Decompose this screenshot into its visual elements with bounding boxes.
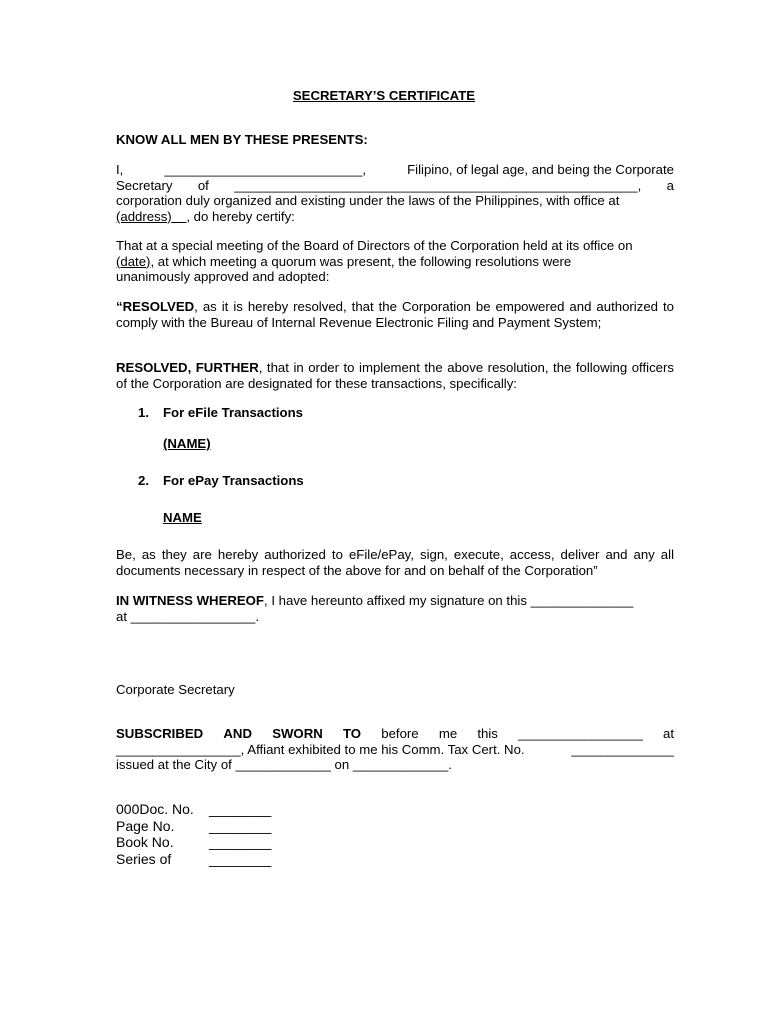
intro-paragraph bbox=[116, 162, 674, 224]
meeting-paragraph bbox=[116, 238, 674, 285]
intro-line-3 bbox=[116, 193, 674, 209]
secretary-name-blank: ___________________________, bbox=[164, 162, 367, 177]
witness-text: , I have hereunto affixed my signature on this ______________ bbox=[264, 593, 634, 608]
further-resolution-text: , that in order to implement the above resolution, the following officers of the Corporation are designated for these transactions, specifically: bbox=[116, 360, 674, 391]
intro-line-2 bbox=[116, 178, 674, 194]
notary-blank: ________ bbox=[209, 817, 272, 834]
notary-label: Page No. bbox=[116, 817, 175, 834]
document-title: SECRETARY’S CERTIFICATE bbox=[292, 88, 476, 103]
resolved-further-label: RESOLVED, FURTHER bbox=[116, 360, 259, 375]
witness-line-2: at _________________. bbox=[116, 608, 260, 624]
date-placeholder: (date) bbox=[116, 253, 151, 269]
subscribed-word: SWORN bbox=[272, 726, 323, 741]
meeting-text: , at which meeting a quorum was present, the following resolutions were bbox=[150, 253, 572, 269]
intro-text: I, bbox=[116, 162, 124, 177]
intro-text: corporation duly organized and existing under the laws of the Philippines, with office at bbox=[116, 193, 620, 209]
intro-text: a bbox=[666, 177, 674, 193]
notary-row-series bbox=[116, 851, 271, 868]
meeting-line-3: unanimously approved and adopted: bbox=[116, 269, 330, 285]
notary-row-page bbox=[116, 818, 271, 835]
list-number: 1. bbox=[138, 405, 149, 420]
subscribed-word: AND bbox=[223, 726, 252, 741]
authorization-paragraph: Be, as they are hereby authorized to eFile/ePay, sign, execute, access, deliver and any all documents necessary in respect of the above for and on behalf of the Corporation” bbox=[116, 547, 674, 578]
subscribed-paragraph bbox=[116, 726, 674, 773]
meeting-line-1 bbox=[116, 238, 674, 254]
notary-blank: ________ bbox=[209, 834, 272, 850]
meeting-line-2 bbox=[116, 254, 674, 270]
subscribed-line-2 bbox=[116, 742, 674, 758]
address-placeholder: (address) bbox=[116, 208, 172, 224]
subscribed-word: me bbox=[438, 726, 458, 741]
opening-heading: KNOW ALL MEN BY THESE PRESENTS: bbox=[116, 132, 368, 147]
list-item-efile bbox=[138, 405, 303, 421]
intro-line-4 bbox=[116, 209, 674, 225]
corporation-name-blank: _______________________________________________________, bbox=[234, 177, 642, 193]
notary-blank: ________ bbox=[209, 801, 272, 817]
notary-label: Book No. bbox=[116, 834, 174, 850]
notary-label: 000Doc. No. bbox=[116, 801, 194, 817]
intro-text: of bbox=[197, 177, 209, 193]
subscribed-word: TO bbox=[342, 726, 362, 741]
subscribed-word: at bbox=[663, 726, 674, 741]
subscribed-line-1 bbox=[116, 726, 674, 742]
meeting-text: That at a special meeting of the Board of Directors of the Corporation held at its office on bbox=[116, 238, 633, 253]
subscribed-word: this bbox=[477, 726, 498, 741]
subscribed-line-3: issued at the City of _____________ on _____________. bbox=[116, 757, 452, 773]
list-number: 2. bbox=[138, 473, 149, 488]
resolution-paragraph bbox=[116, 299, 674, 330]
list-label: For eFile Transactions bbox=[163, 405, 303, 420]
subscribed-text: _________________, Affiant exhibited to me his Comm. Tax Cert. No. bbox=[116, 741, 525, 757]
intro-text: Secretary bbox=[116, 177, 173, 193]
witness-paragraph bbox=[116, 593, 674, 624]
epay-officer-name: NAME bbox=[163, 510, 202, 525]
notary-register bbox=[116, 801, 271, 867]
witness-label: IN WITNESS WHEREOF bbox=[116, 593, 264, 608]
signatory-title: Corporate Secretary bbox=[116, 682, 235, 697]
resolution-text: , as it is hereby resolved, that the Corporation be empowered and authorized to comply with the Bureau of Internal Revenue Electronic Filing and Payment System; bbox=[116, 299, 674, 330]
subscribed-word: before bbox=[381, 726, 419, 741]
notary-row-doc bbox=[116, 801, 271, 818]
intro-text: , do hereby certify: bbox=[186, 208, 295, 224]
intro-text: Filipino, of legal age, and being the Corporate bbox=[407, 162, 674, 177]
efile-officer-name: (NAME) bbox=[163, 436, 211, 451]
tax-cert-blank: ______________ bbox=[571, 741, 674, 757]
intro-line-1 bbox=[116, 162, 674, 178]
further-resolution-paragraph bbox=[116, 360, 674, 391]
subscribed-date-blank: _________________ bbox=[518, 726, 643, 741]
witness-line-1 bbox=[116, 593, 674, 609]
subscribed-word: SUBSCRIBED bbox=[116, 726, 204, 741]
notary-label: Series of bbox=[116, 850, 172, 867]
list-item-epay bbox=[138, 473, 304, 489]
list-label: For ePay Transactions bbox=[163, 473, 304, 488]
notary-blank: ________ bbox=[209, 850, 272, 867]
resolved-label: “RESOLVED bbox=[116, 299, 195, 314]
notary-row-book bbox=[116, 834, 271, 851]
